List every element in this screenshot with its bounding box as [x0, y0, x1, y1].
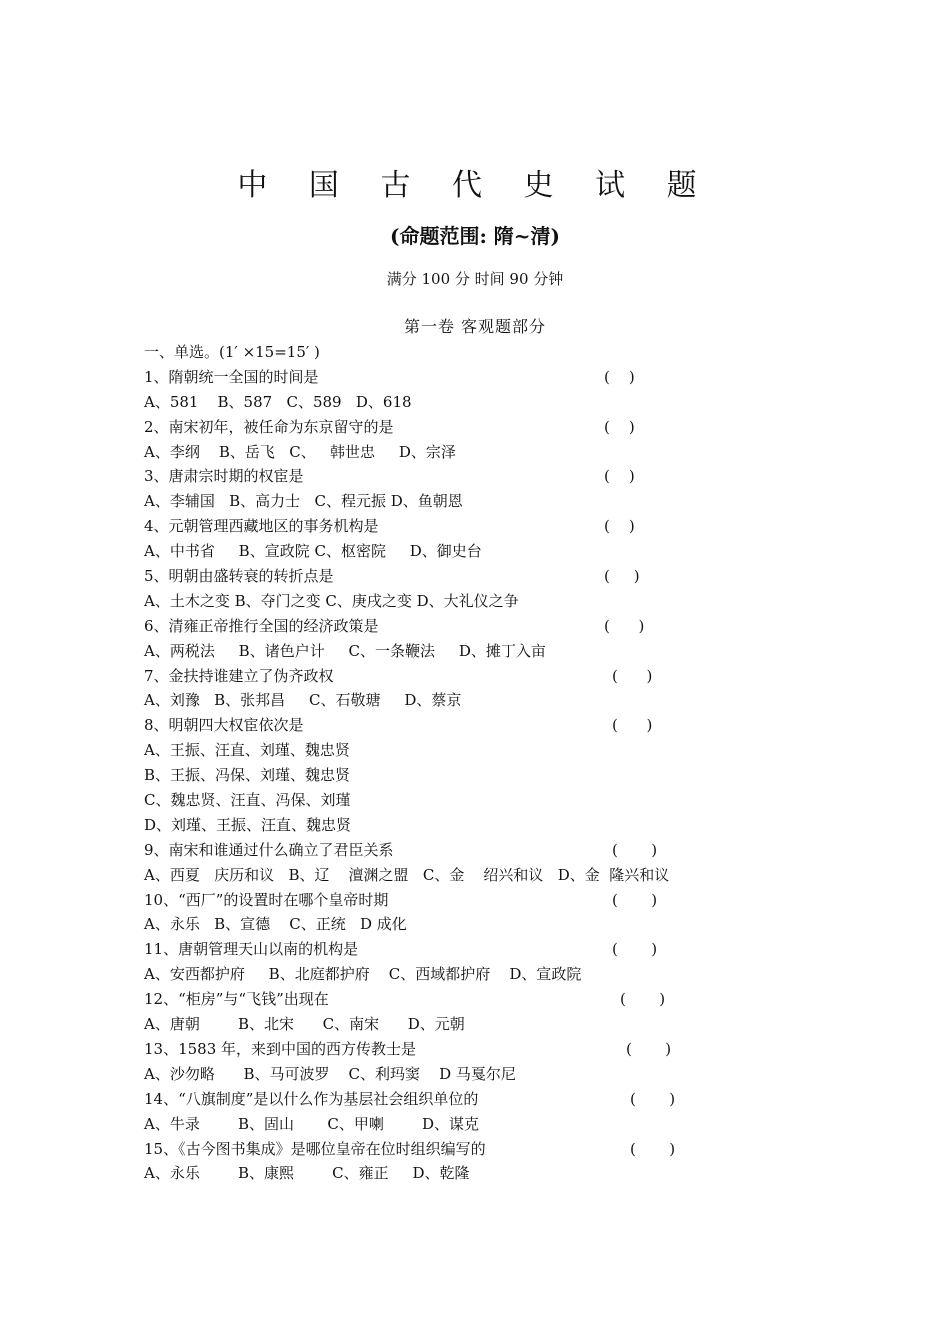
page-title: 中 国 古 代 史 试 题: [237, 168, 713, 203]
line-text: A、李纲 B、岳飞 C、 韩世忠 D、宗泽: [144, 442, 456, 461]
line-text: 10、“西厂”的设置时在哪个皇帝时期: [144, 890, 389, 909]
answer-blank: ( ): [612, 890, 658, 909]
question-line: [144, 937, 844, 962]
question-line: [144, 1087, 844, 1112]
answer-options: [144, 788, 844, 813]
answer-options: [144, 1112, 844, 1137]
score-time-info: 满分 100 分 时间 90 分钟: [386, 270, 564, 288]
line-text: 7、金扶持谁建立了伪齐政权: [144, 666, 334, 685]
line-text: A、581 B、587 C、589 D、618: [144, 392, 412, 411]
line-text: 11、唐朝管理天山以南的机构是: [144, 940, 359, 959]
question-line: [144, 464, 844, 489]
question-line: [144, 838, 844, 863]
answer-blank: ( ): [620, 990, 666, 1009]
section-instruction: [144, 340, 844, 365]
answer-options: [144, 1012, 844, 1037]
answer-blank: ( ): [604, 616, 645, 635]
answer-options: [144, 912, 844, 937]
question-line: [144, 514, 844, 539]
line-text: A、唐朝 B、北宋 C、南宋 D、元朝: [144, 1015, 465, 1034]
answer-options: [144, 440, 844, 465]
section-heading: 第一卷 客观题部分: [403, 317, 547, 336]
answer-blank: ( ): [604, 467, 635, 486]
question-line: [144, 564, 844, 589]
line-text: 15、《古今图书集成》是哪位皇帝在位时组织编写的: [144, 1139, 486, 1158]
answer-options: [144, 390, 844, 415]
line-text: A、刘豫 B、张邦昌 C、石敬瑭 D、蔡京: [144, 691, 462, 710]
line-text: 6、清雍正帝推行全国的经济政策是: [144, 616, 379, 635]
line-text: 一、单选。(1′ ×15=15′ ): [144, 343, 320, 361]
question-line: [144, 365, 844, 390]
line-text: A、安西都护府 B、北庭都护府 C、西域都护府 D、宣政院: [144, 965, 582, 984]
exam-scope: (命题范围: 隋~清): [389, 224, 561, 248]
answer-options: [144, 589, 844, 614]
answer-options: [144, 962, 844, 987]
line-text: A、两税法 B、诸色户计 C、一条鞭法 D、摊丁入亩: [144, 641, 546, 660]
answer-blank: ( ): [626, 1039, 672, 1058]
line-text: 12、“柜房”与“飞钱”出现在: [144, 990, 329, 1009]
answer-blank: ( ): [604, 517, 635, 536]
line-text: A、永乐 B、宣德 C、正统 D 成化: [144, 915, 407, 934]
line-text: A、王振、汪直、刘瑾、魏忠贤: [144, 741, 350, 760]
question-line: [144, 888, 844, 913]
question-line: [144, 713, 844, 738]
line-text: 3、唐肃宗时期的权宦是: [144, 467, 304, 486]
answer-blank: ( ): [612, 716, 653, 735]
line-text: 9、南宋和谁通过什么确立了君臣关系: [144, 840, 394, 859]
answer-blank: ( ): [604, 417, 635, 436]
answer-options: [144, 1062, 844, 1087]
line-text: 1、隋朝统一全国的时间是: [144, 367, 319, 386]
line-text: A、李辅国 B、高力士 C、程元振 D、鱼朝恩: [144, 492, 463, 511]
answer-options: [144, 763, 844, 788]
question-line: [144, 1137, 844, 1162]
question-line: [144, 614, 844, 639]
answer-options: [144, 863, 844, 888]
question-line: [144, 987, 844, 1012]
answer-blank: ( ): [612, 940, 658, 959]
answer-options: [144, 688, 844, 713]
line-text: A、永乐 B、康熙 C、雍正 D、乾隆: [144, 1164, 470, 1183]
question-list: [144, 340, 844, 1186]
answer-blank: ( ): [630, 1089, 676, 1108]
question-line: [144, 664, 844, 689]
answer-blank: ( ): [612, 666, 653, 685]
answer-blank: ( ): [630, 1139, 676, 1158]
line-text: 4、元朝管理西藏地区的事务机构是: [144, 517, 379, 536]
line-text: 14、“八旗制度”是以什么作为基层社会组织单位的: [144, 1089, 479, 1108]
answer-options: [144, 1161, 844, 1186]
line-text: A、牛录 B、固山 C、甲喇 D、谋克: [144, 1114, 480, 1133]
answer-blank: ( ): [604, 567, 640, 586]
line-text: A、土木之变 B、夺门之变 C、庚戌之变 D、大礼仪之争: [144, 591, 519, 610]
answer-options: [144, 813, 844, 838]
answer-blank: ( ): [604, 367, 635, 386]
line-text: 8、明朝四大权宦依次是: [144, 716, 304, 735]
answer-options: [144, 539, 844, 564]
answer-options: [144, 489, 844, 514]
line-text: A、西夏 庆历和议 B、辽 澶渊之盟 C、金 绍兴和议 D、金 隆兴和议: [144, 865, 670, 884]
question-line: [144, 1037, 844, 1062]
answer-options: [144, 639, 844, 664]
answer-blank: ( ): [612, 840, 658, 859]
line-text: A、沙勿略 B、马可波罗 C、利玛窦 D 马戛尔尼: [144, 1064, 516, 1083]
line-text: B、王振、冯保、刘瑾、魏忠贤: [144, 766, 351, 785]
line-text: A、中书省 B、宣政院 C、枢密院 D、御史台: [144, 542, 482, 561]
answer-options: [144, 738, 844, 763]
line-text: C、魏忠贤、汪直、冯保、刘瑾: [144, 791, 351, 810]
line-text: 2、南宋初年，被任命为东京留守的是: [144, 417, 394, 436]
line-text: 13、1583 年，来到中国的西方传教士是: [144, 1039, 417, 1058]
line-text: 5、明朝由盛转衰的转折点是: [144, 567, 334, 586]
question-line: [144, 415, 844, 440]
line-text: D、刘瑾、王振、汪直、魏忠贤: [144, 815, 352, 834]
